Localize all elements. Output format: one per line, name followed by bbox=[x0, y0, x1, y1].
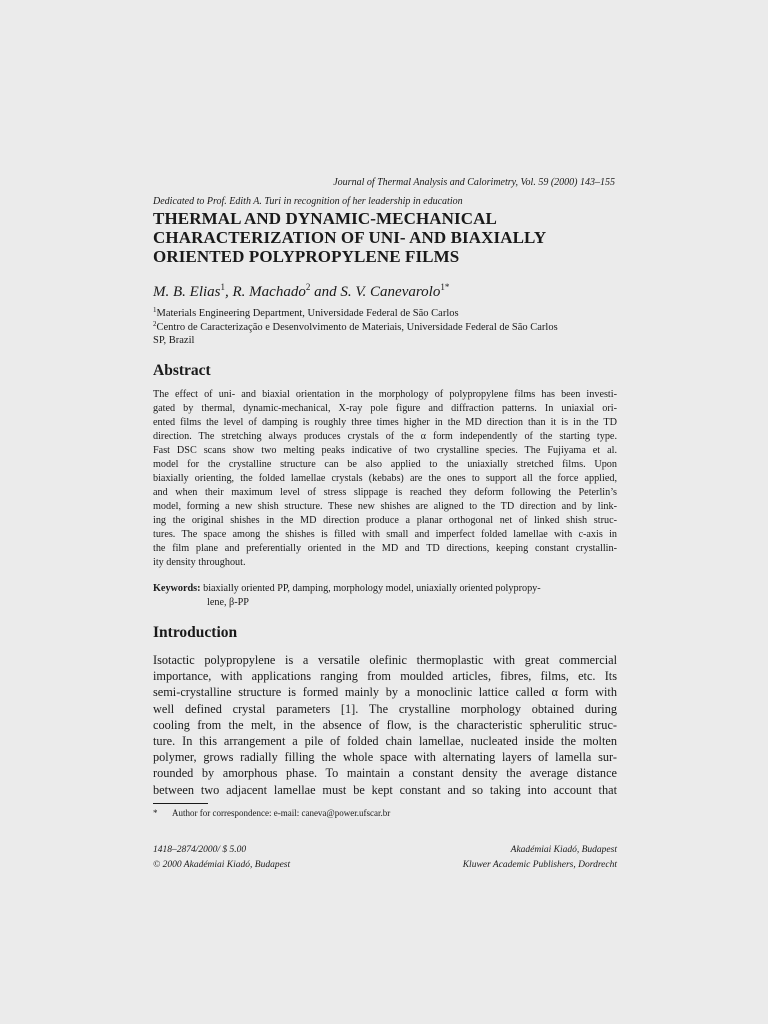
abstract-body bbox=[153, 388, 617, 570]
journal-citation: Journal of Thermal Analysis and Calorimetry, Vol. 59 (2000) 143–155 bbox=[333, 177, 615, 188]
title-line: CHARACTERIZATION OF UNI- AND BIAXIALLY bbox=[153, 228, 547, 247]
author-affiliation-mark: 2 bbox=[305, 282, 311, 292]
issn-price: 1418–2874/2000/ $ 5.00 bbox=[153, 845, 247, 855]
intro-line: importance, with applications ranging from moulded articles, fibres, films, etc. Its bbox=[153, 669, 617, 684]
abstract-line: gated by thermal, dynamic-mechanical, X-ray pole figure and diffraction patterns. In uniaxial ori- bbox=[153, 403, 617, 414]
affiliation bbox=[153, 307, 623, 321]
footnote-divider bbox=[153, 803, 208, 804]
intro-line: polymer, grows radially filling the whole space with alternating layers of lamella sur- bbox=[153, 750, 617, 765]
affiliation-mark: 1 bbox=[153, 306, 157, 314]
abstract-line: The effect of uni- and biaxial orientation in the morphology of polypropylene films has been investi- bbox=[153, 389, 617, 400]
intro-line: well defined crystal parameters [1]. The crystalline morphology obtained during bbox=[153, 701, 617, 716]
affiliations bbox=[153, 307, 623, 348]
abstract-line: and when their maximum level of stress slippage is reached they deform following the Peterlin’s bbox=[153, 487, 617, 498]
dedication: Dedicated to Prof. Edith A. Turi in recognition of her leadership in education bbox=[153, 196, 463, 207]
paper-title bbox=[153, 209, 623, 266]
author-name: M. B. Elias bbox=[153, 284, 221, 300]
intro-line: Isotactic polypropylene is a versatile olefinic thermoplastic with great commercial bbox=[153, 653, 617, 667]
abstract-line: direction. The stretching always produces crystals of the α form independently of the starting type. bbox=[153, 431, 617, 442]
intro-line: semi-crystalline structure is formed mainly by a monoclinic lattice called α form with bbox=[153, 685, 617, 700]
keywords-text: biaxially oriented PP, damping, morphology model, uniaxially oriented polypropy- bbox=[200, 583, 541, 594]
intro-line: cooling from the melt, in the absence of flow, is the characteristic spherulitic struc- bbox=[153, 717, 617, 732]
title-line: ORIENTED POLYPROPYLENE FILMS bbox=[153, 247, 460, 266]
author-separator: , bbox=[225, 284, 233, 300]
intro-line: ture. In this arrangement a pile of folded chain lamellae, nucleated inside the molten bbox=[153, 734, 617, 749]
footnote bbox=[153, 808, 390, 818]
abstract-line: the film plane and preferentially oriented in the MD and TD directions, keeping constant crystallin- bbox=[153, 543, 617, 554]
footer-left bbox=[153, 843, 290, 873]
affiliation-mark: 2 bbox=[153, 319, 157, 328]
introduction-body bbox=[153, 652, 617, 798]
author-name: R. Machado bbox=[232, 284, 306, 300]
abstract-line: model, forming a new shish structure. These new shishes are aligned to the TD direction and by link- bbox=[153, 501, 617, 512]
author-list bbox=[153, 284, 449, 301]
abstract-line: Fast DSC scans show two melting peaks indicative of two crystalline species. The Fujiyama et al. bbox=[153, 445, 617, 456]
abstract-line: model for the crystalline structure can be also applied to the uniaxially stretched films. Upon bbox=[153, 459, 617, 470]
footnote-marker: * bbox=[153, 808, 158, 818]
affiliation-continued: SP, Brazil bbox=[153, 335, 195, 346]
abstract-heading: Abstract bbox=[153, 362, 211, 379]
copublisher: Kluwer Academic Publishers, Dordrecht bbox=[462, 860, 617, 870]
footer-right bbox=[463, 843, 617, 873]
author-affiliation-mark: 1* bbox=[440, 282, 450, 292]
abstract-line: biaxially orienting, the folded lamellae crystals (kebabs) are the ones to support all the force applied, bbox=[153, 473, 617, 484]
keywords-label: Keywords: bbox=[153, 583, 201, 594]
author-separator: and bbox=[310, 284, 341, 300]
author-affiliation-mark: 1 bbox=[220, 282, 225, 292]
publisher: Akadémiai Kiadó, Budapest bbox=[510, 845, 617, 855]
affiliation-text: Centro de Caracterização e Desenvolvimento de Materiais, Universidade Federal de São Carlos bbox=[156, 321, 558, 333]
abstract-line: ing the original shishes in the MD direction produce a planar orthogonal net of linked shish struc- bbox=[153, 515, 617, 526]
keywords-line bbox=[153, 582, 623, 596]
keywords-line: lene, β-PP bbox=[207, 596, 249, 608]
intro-line: rounded by amorphous phase. To maintain a constant density the average distance bbox=[153, 766, 617, 781]
footnote-text: Author for correspondence: e-mail: caneva@power.ufscar.br bbox=[172, 808, 391, 818]
author-name: S. V. Canevarolo bbox=[340, 284, 441, 300]
abstract-line: ity density throughout. bbox=[153, 557, 246, 568]
copyright: © 2000 Akadémiai Kiadó, Budapest bbox=[153, 860, 291, 870]
intro-line: between two adjacent lamellae must be kept constant and so taking into account that bbox=[153, 782, 617, 797]
title-line: THERMAL AND DYNAMIC-MECHANICAL bbox=[153, 209, 497, 228]
abstract-line: ented films the level of damping is roughly three times higher in the MD direction than it is in the TD bbox=[153, 417, 617, 428]
abstract-line: tures. The space among the shishes is filled with small and imperfect folded lamellae with c-axis in bbox=[153, 529, 617, 540]
affiliation-text: Materials Engineering Department, Universidade Federal de São Carlos bbox=[156, 308, 459, 319]
keywords bbox=[153, 582, 623, 609]
introduction-heading: Introduction bbox=[153, 624, 238, 641]
affiliation bbox=[153, 321, 623, 335]
